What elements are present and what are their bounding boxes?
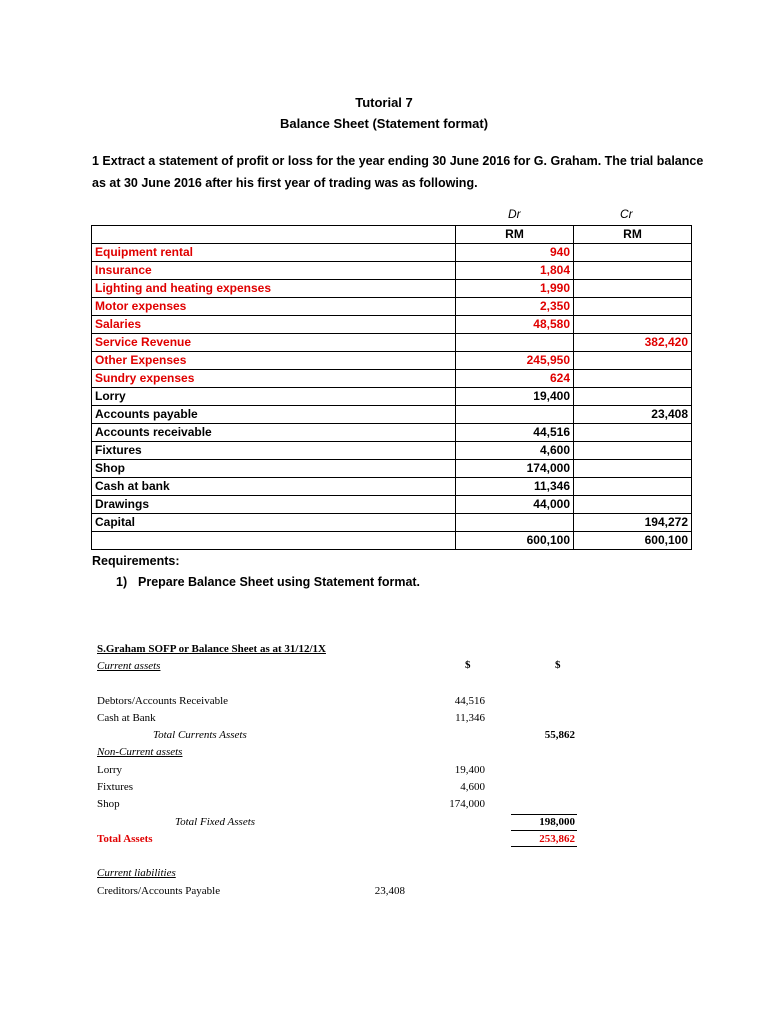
row-label-cell: Motor expenses xyxy=(92,298,456,316)
requirements-heading: Requirements: xyxy=(92,554,180,568)
noncurrent-assets-heading: Non-Current assets xyxy=(97,746,183,758)
label-header-cell xyxy=(92,226,456,244)
row-label-cell: Sundry expenses xyxy=(92,370,456,388)
sofp-title: S.Graham SOFP or Balance Sheet as at 31/12/1X xyxy=(97,643,326,655)
row-label-cell: Cash at bank xyxy=(92,478,456,496)
row-label-cell: Service Revenue xyxy=(92,334,456,352)
totals-row xyxy=(92,532,692,550)
page-subtitle: Balance Sheet (Statement format) xyxy=(279,116,489,131)
row-cr-cell: 23,408 xyxy=(574,406,692,424)
table-header-row xyxy=(92,226,692,244)
table-row xyxy=(92,442,692,460)
current-assets-heading: Current assets xyxy=(97,660,161,672)
cash-value: 11,346 xyxy=(455,712,485,724)
table-row xyxy=(92,334,692,352)
table-row xyxy=(92,388,692,406)
row-label-cell: Lorry xyxy=(92,388,456,406)
table-row xyxy=(92,406,692,424)
page-title: Tutorial 7 xyxy=(355,95,413,110)
lorry-label: Lorry xyxy=(97,764,123,776)
row-dr-cell xyxy=(456,514,574,532)
total-cr-cell: 600,100 xyxy=(574,532,692,550)
row-cr-cell xyxy=(574,316,692,334)
row-cr-cell xyxy=(574,478,692,496)
row-cr-cell: 382,420 xyxy=(574,334,692,352)
row-label-cell: Lighting and heating expenses xyxy=(92,280,456,298)
row-label-cell: Drawings xyxy=(92,496,456,514)
table-row xyxy=(92,496,692,514)
table-row xyxy=(92,352,692,370)
cr-currency-cell: RM xyxy=(574,226,692,244)
row-label-cell: Insurance xyxy=(92,262,456,280)
question-line-1: 1 Extract a statement of profit or loss for the year ending 30 June 2016 for G. Graham. The trial balance xyxy=(92,154,704,168)
question-line-2: as at 30 June 2016 after his first year of trading was as following. xyxy=(92,176,478,190)
cr-heading: Cr xyxy=(620,207,633,221)
total-dr-cell: 600,100 xyxy=(456,532,574,550)
dr-heading: Dr xyxy=(508,207,521,221)
creditors-value: 23,408 xyxy=(374,885,405,897)
row-dr-cell: 4,600 xyxy=(456,442,574,460)
row-dr-cell: 44,000 xyxy=(456,496,574,514)
table-row xyxy=(92,370,692,388)
row-dr-cell: 19,400 xyxy=(456,388,574,406)
table-row xyxy=(92,460,692,478)
totals-label-cell xyxy=(92,532,456,550)
row-dr-cell: 940 xyxy=(456,244,574,262)
cash-label: Cash at Bank xyxy=(97,712,156,724)
row-dr-cell: 624 xyxy=(456,370,574,388)
row-label-cell: Fixtures xyxy=(92,442,456,460)
row-cr-cell xyxy=(574,370,692,388)
table-row xyxy=(92,244,692,262)
requirement-text: Prepare Balance Sheet using Statement format. xyxy=(138,575,421,589)
dr-currency-cell: RM xyxy=(456,226,574,244)
row-dr-cell: 2,350 xyxy=(456,298,574,316)
row-label-cell: Accounts receivable xyxy=(92,424,456,442)
col2-symbol: $ xyxy=(555,659,561,671)
table-row xyxy=(92,478,692,496)
row-cr-cell xyxy=(574,280,692,298)
row-cr-cell xyxy=(574,244,692,262)
table-row xyxy=(92,514,692,532)
row-cr-cell: 194,272 xyxy=(574,514,692,532)
row-cr-cell xyxy=(574,496,692,514)
row-dr-cell: 245,950 xyxy=(456,352,574,370)
total-fixed-bottom-rule xyxy=(511,830,577,831)
requirement-number: 1) xyxy=(116,575,128,589)
debtors-label: Debtors/Accounts Receivable xyxy=(97,695,229,707)
total-assets-value: 253,862 xyxy=(539,833,575,845)
row-cr-cell xyxy=(574,352,692,370)
row-cr-cell xyxy=(574,460,692,478)
table-row xyxy=(92,316,692,334)
row-dr-cell: 1,804 xyxy=(456,262,574,280)
debtors-value: 44,516 xyxy=(454,695,485,707)
row-dr-cell: 11,346 xyxy=(456,478,574,496)
fixtures-label: Fixtures xyxy=(97,781,134,793)
row-dr-cell: 1,990 xyxy=(456,280,574,298)
table-row xyxy=(92,262,692,280)
creditors-label: Creditors/Accounts Payable xyxy=(97,885,221,897)
table-row xyxy=(92,280,692,298)
table-row xyxy=(92,298,692,316)
row-dr-cell xyxy=(456,334,574,352)
total-fixed-label: Total Fixed Assets xyxy=(175,816,256,828)
total-fixed-top-rule xyxy=(511,814,577,815)
total-assets-rule xyxy=(511,846,577,847)
total-current-value: 55,862 xyxy=(544,729,575,741)
total-current-label: Total Currents Assets xyxy=(153,729,247,741)
fixtures-value: 4,600 xyxy=(460,781,485,793)
lorry-value: 19,400 xyxy=(454,764,485,776)
row-dr-cell: 174,000 xyxy=(456,460,574,478)
row-label-cell: Other Expenses xyxy=(92,352,456,370)
row-dr-cell: 48,580 xyxy=(456,316,574,334)
shop-value: 174,000 xyxy=(449,798,485,810)
row-cr-cell xyxy=(574,424,692,442)
row-label-cell: Capital xyxy=(92,514,456,532)
row-label-cell: Salaries xyxy=(92,316,456,334)
shop-label: Shop xyxy=(97,798,120,810)
total-fixed-value: 198,000 xyxy=(539,816,575,828)
row-dr-cell: 44,516 xyxy=(456,424,574,442)
row-cr-cell xyxy=(574,262,692,280)
row-cr-cell xyxy=(574,388,692,406)
row-cr-cell xyxy=(574,298,692,316)
current-liabilities-heading: Current liabilities xyxy=(97,867,176,879)
col1-symbol: $ xyxy=(465,659,471,671)
table-row xyxy=(92,424,692,442)
row-label-cell: Accounts payable xyxy=(92,406,456,424)
row-cr-cell xyxy=(574,442,692,460)
row-label-cell: Shop xyxy=(92,460,456,478)
trial-balance-table xyxy=(91,225,692,550)
row-dr-cell xyxy=(456,406,574,424)
total-assets-label: Total Assets xyxy=(97,833,153,845)
row-label-cell: Equipment rental xyxy=(92,244,456,262)
